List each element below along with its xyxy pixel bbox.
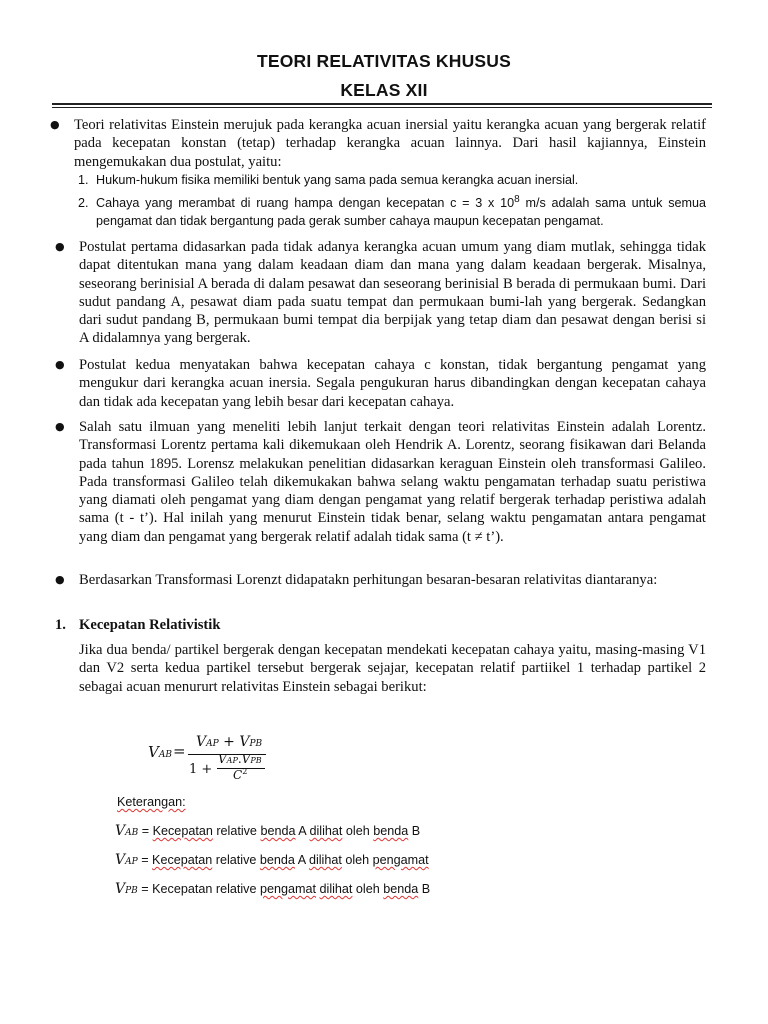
bullet-icon: ●	[55, 573, 65, 586]
paragraph-kecepatan: Jika dua benda/ partikel bergerak dengan kecepatan mendekati kecepatan cahaya yaitu, masing-masing V1 dan V2 serta kedua partikel tersebut bergerak sejajar, kecepatan relatif partiikel 1 terhadap partikel 2 sebagai acuan menururt relativitas Einstein sebagai berikut:	[79, 642, 706, 695]
paragraph-postulate-1: Postulat pertama didasarkan pada tidak adanya kerangka acuan umum yang diam mutlak, sehingga tidak dapat ditentukan mana yang dalam keadaan diam dan mana yang dalam keadaan bergerak. Misalnya, seseorang berinisial A berada di dalam pesawat dan seseorang berinisial B berada di permukaan bumi. Dari sudut pandang A, pesawat diam pada suatu tempat dan permukaan bumi-lah yang bergerak. Sedangkan dari sudut pandang B, permukaan bumi tempat dia berpijak yang tetap diam dan pesawat dengan berisi si A didalamnya yang bergerak.	[79, 239, 706, 347]
exponent: 8	[514, 193, 520, 205]
paragraph-intro: Teori relativitas Einstein merujuk pada kerangka acuan inersial yaitu kerangka acuan yang bergerak relatif pada kecepatan konstan (tetap) terhadap kerangka acuan lainnya. Dari hasil kajiannya, Einstein mengemukakan dua postulat, yaitu:	[74, 117, 706, 170]
title-rule-thick	[52, 103, 712, 105]
paragraph-postulate-2: Postulat kedua menyatakan bahwa kecepatan cahaya c konstan, tidak bergantung pengamat yang mengukur dari kerangka acuan inersia. Segala pengukuran harus dibandingkan dengan kecepatan cahaya dan tidak ada kecepatan yang lebih besar dari kecepatan cahaya.	[79, 357, 706, 410]
postulate-number: 2.	[78, 196, 89, 210]
formula-equals: =	[173, 742, 186, 760]
keterangan-row-vap: VAP = Kecepatan relative benda A dilihat oleh pengamat	[115, 852, 429, 868]
title-rule-thin	[52, 107, 712, 108]
formula-lhs: VAB	[148, 743, 172, 761]
keterangan-label: Keterangan:	[117, 795, 186, 809]
paragraph-transformasi: Berdasarkan Transformasi Lorenzt didapatakn perhitungan besaran-besaran relativitas diantaranya:	[79, 572, 658, 588]
paragraph-lorentz: Salah satu ilmuan yang meneliti lebih lanjut terkait dengan teori relativitas Einstein adalah Lorentz. Transformasi Lorentz pertama kali dikemukaan oleh Hendrik A. Lorentz, seorang fisikawan dari Belanda pada tahun 1895. Lorensz melakukan penelitian didasarkan keraguan Einstein oleh transformasi Galileo. Pada transformasi Galileo telah dikemukakan bahwa selang waktu pengamatan terhadap suatu peristiwa yang diamati oleh pengamat yang diam dengan pengamat yang relatif bergerak terhadap peristiwa adalah sama (t - t’). Hal inilah yang menurut Einstein tidak benar, selang waktu pengamatan antara pengamat yang diam dan pengamat yang bergerak relatif adalah tidak sama (t ≠ t’).	[79, 419, 706, 545]
bullet-icon: ●	[55, 358, 65, 371]
document-title: TEORI RELATIVITAS KHUSUS	[256, 51, 512, 71]
bullet-icon: ●	[55, 420, 65, 433]
section-heading: Kecepatan Relativistik	[79, 617, 221, 633]
keterangan-row-vab: VAB = Kecepatan relative benda A dilihat oleh benda B	[115, 823, 421, 839]
postulate-number: 1.	[78, 173, 89, 187]
postulate-2-text-b: m/s adalah sama untuk semua pengamat dan tidak bergantung pada gerak sumber cahaya maupun kecepatan pengamat.	[96, 196, 707, 229]
section-number: 1.	[55, 617, 66, 633]
postulate-2-text-a: Cahaya yang merambat di ruang hampa dengan kecepatan c = 3 x 10	[96, 196, 515, 210]
formula-numerator: VAP + VPB	[196, 734, 263, 750]
bullet-icon: ●	[50, 118, 60, 131]
document-subtitle: KELAS XII	[340, 80, 428, 100]
postulate-1: Hukum-hukum fisika memiliki bentuk yang sama pada semua kerangka acuan inersial.	[96, 173, 579, 187]
keterangan-row-vpb: VPB = Kecepatan relative pengamat dilihat oleh benda B	[115, 881, 431, 897]
formula-inner-numerator: VAP.VPB	[218, 752, 262, 766]
postulate-2	[96, 194, 706, 231]
formula-denominator-one: 1 +	[189, 762, 213, 777]
bullet-icon: ●	[55, 240, 65, 253]
formula-inner-denominator: $C^2$	[233, 767, 248, 782]
